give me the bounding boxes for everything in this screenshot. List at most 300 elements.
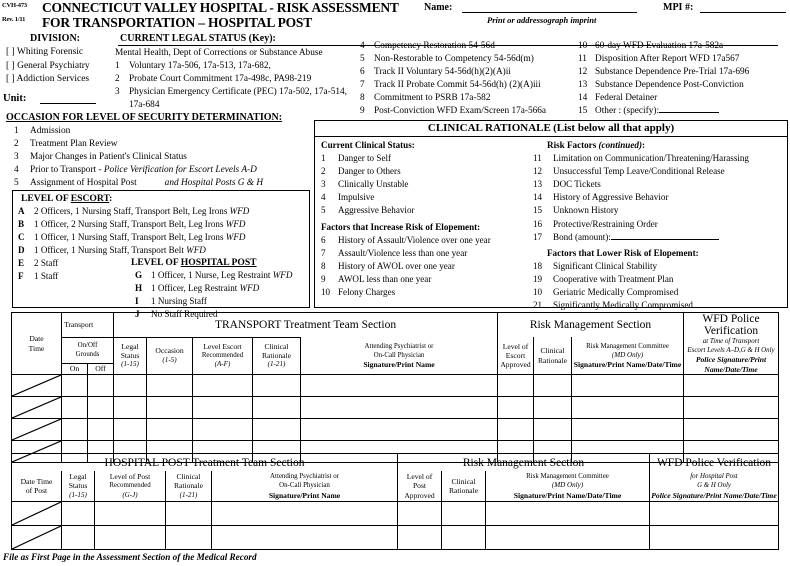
cell-date-time[interactable] (12, 375, 62, 397)
item-text: Admission (30, 126, 71, 136)
legal-status-item (360, 66, 575, 79)
division-checkbox-addiction[interactable]: [ ] Addiction Services (6, 74, 90, 85)
cell-legal-status[interactable] (114, 397, 147, 419)
form-title-line1: CONNECTICUT VALLEY HOSPITAL - RISK ASSESSMENT (42, 0, 399, 15)
item-text: Felony Charges (338, 287, 396, 298)
cell-escort-approved[interactable] (498, 375, 534, 397)
item-number: 6 (321, 234, 326, 245)
label-line: Approved (500, 360, 531, 370)
escort-title (21, 193, 112, 204)
item-text: Disposition After Report WFD 17a567 (595, 54, 740, 64)
label-line: On-Call Physician (373, 351, 425, 359)
item-number: 5 (360, 54, 365, 64)
col-header-rm-committee (486, 471, 650, 502)
cell-attending[interactable] (301, 375, 498, 397)
item-text: 60-day WFD Evaluation 17a-582a (595, 41, 724, 51)
cell-occasion[interactable] (147, 419, 193, 441)
item-number: 21 (533, 300, 543, 311)
cell-off[interactable] (88, 375, 114, 397)
escort-title-word: ESCORT (70, 193, 110, 204)
escort-item (18, 218, 306, 231)
item-number: 14 (533, 192, 543, 203)
label-line: Attending Psychiatrist or (270, 473, 339, 481)
rationale-item (321, 191, 529, 204)
item-number: 10 (533, 287, 543, 298)
item-text: 2 Staff (34, 257, 59, 268)
item-text: History of Aggressive Behavior (553, 192, 669, 203)
item-em: WFD (239, 282, 260, 293)
col-header-occasion (147, 337, 193, 375)
label-line: On-Call Physician (279, 482, 330, 490)
label-line: Risk Management Committee (526, 473, 609, 481)
cell-clinical-rationale[interactable] (253, 375, 301, 397)
hospital-post-item (135, 269, 305, 282)
item-text: Treatment Plan Review (30, 139, 118, 150)
cell-rm-rationale[interactable] (534, 375, 572, 397)
item-number: 2 (321, 166, 326, 177)
item-text: Commitment to PSRB 17a-582 (374, 93, 491, 103)
legal-status-item (360, 92, 575, 105)
item-number: 7 (321, 247, 326, 258)
item-number: 8 (360, 93, 365, 103)
item-note: and Hospital Posts G & H (164, 178, 264, 189)
cell-rm-committee[interactable] (486, 526, 650, 550)
label-line: Level of (406, 472, 433, 482)
label-sub: Recommended (201, 352, 244, 360)
item-number: 14 (578, 93, 588, 103)
cell-police[interactable] (650, 502, 779, 526)
occasion-item (14, 151, 314, 164)
item-letter: F (18, 270, 24, 281)
table-row[interactable] (12, 375, 779, 397)
cell-on[interactable] (62, 397, 88, 419)
clinical-rationale-title-bar (315, 121, 787, 137)
item-text: Substance Dependence Post-Conviction (595, 80, 744, 90)
col-header-attending (212, 471, 398, 502)
item-number: 12 (578, 67, 588, 77)
transport-table-wrap (11, 312, 779, 463)
item-text: Other : (specify): (595, 106, 660, 116)
name-label: Name: (424, 2, 453, 13)
cell-legal-status[interactable] (62, 502, 95, 526)
label-line: (MD Only) (611, 350, 644, 359)
cell-attending[interactable] (301, 397, 498, 419)
cell-police[interactable] (684, 397, 779, 419)
escort-item (18, 244, 306, 257)
cell-level-escort[interactable] (193, 397, 253, 419)
rationale-item (533, 273, 783, 286)
item-text: Unknown History (553, 205, 619, 216)
rationale-item (321, 234, 529, 247)
label-range: (1-21) (179, 490, 198, 499)
name-input[interactable] (462, 12, 637, 13)
item-text: Significantly Medically Compromised (553, 300, 693, 311)
label-line: Rationale (261, 351, 292, 361)
item-text: Bond (amount): (553, 231, 611, 242)
cell-police[interactable] (684, 375, 779, 397)
col-header-date-time-post (12, 471, 62, 502)
col-header-rm-clinical-rationale (442, 471, 486, 502)
cell-date-time[interactable] (12, 397, 62, 419)
item-em: WFD (272, 270, 293, 280)
col-header-attending (301, 337, 498, 375)
rationale-item (533, 260, 783, 273)
col-header-legal-status (62, 471, 95, 502)
cell-rm-rationale[interactable] (442, 502, 486, 526)
item-text: Physician Emergency Certificate (PEC) 17a-502, 17a-514, 17a-684 (129, 87, 347, 110)
bond-amount-input[interactable] (611, 239, 719, 240)
cell-escort-approved[interactable] (498, 397, 534, 419)
clinical-rationale-left-column (321, 139, 529, 299)
item-em: WFD (229, 206, 250, 216)
cell-legal-status[interactable] (62, 526, 95, 550)
mpi-input[interactable] (700, 12, 786, 13)
escort-title-suffix: : (109, 193, 113, 204)
section-heading: Factors that Lower Risk of Elopement: (547, 247, 699, 258)
table-row[interactable] (12, 419, 779, 441)
group-title-police-verification: WFD Police Verification (650, 454, 779, 472)
heading-plain: Risk Factors (547, 140, 599, 150)
cell-occasion[interactable] (147, 375, 193, 397)
cell-rm-committee[interactable] (486, 502, 650, 526)
label-line: Rationale (537, 355, 568, 365)
col-header-police (650, 471, 779, 502)
label-line: Status (68, 481, 88, 491)
label-line: Signature/Print Name/Date/Time (573, 360, 682, 370)
clinical-rationale-right-column (533, 139, 783, 312)
item-number: 4 (14, 165, 19, 176)
col-header-level-post-approved (398, 471, 442, 502)
item-text: Assault/Violence less than one year (338, 247, 468, 258)
rationale-item (321, 178, 529, 191)
cell-rm-committee[interactable] (572, 397, 684, 419)
item-text: 1 Staff (34, 270, 59, 281)
cell-police[interactable] (650, 526, 779, 550)
item-text: History of AWOL over one year (338, 260, 455, 271)
label-line: Police Signature/Print Name/Date/Time (651, 490, 777, 500)
item-text: Prior to Transport - (30, 165, 104, 176)
label-line: Legal (69, 472, 87, 482)
rationale-item (321, 152, 529, 165)
col-header-transport: Transport (62, 313, 114, 338)
occasion-heading: OCCASION FOR LEVEL OF SECURITY DETERMINATION: (6, 112, 283, 123)
item-text: Non-Restorable to Competency 54-56d(m) (374, 54, 534, 64)
label-line: for Hospital Post (690, 473, 738, 481)
cell-rm-rationale[interactable] (534, 419, 572, 441)
label-line: Rationale (173, 481, 204, 491)
cell-post-approved[interactable] (398, 502, 442, 526)
item-number: 9 (360, 106, 365, 116)
rationale-item (533, 218, 783, 231)
col-header-level-escort-approved (498, 337, 534, 375)
col-header-level-escort (193, 337, 253, 375)
item-text: Limitation on Communication/Threatening/Harassing (553, 153, 749, 164)
item-em: WFD (225, 218, 246, 229)
footer-note: File as First Page in the Assessment Section of the Medical Record (3, 552, 257, 562)
label-line: Occasion (155, 346, 184, 356)
label-sub: Recommended (109, 482, 151, 490)
hospital-post-title (131, 257, 257, 268)
hospital-post-item (135, 282, 305, 295)
item-number: 5 (321, 205, 326, 216)
item-number: 13 (578, 80, 588, 90)
cell-rm-committee[interactable] (572, 419, 684, 441)
item-number: 2 (115, 74, 120, 84)
item-number: 12 (533, 166, 543, 177)
legal-status-item (115, 73, 360, 86)
unit-input[interactable] (40, 103, 96, 104)
label-line: Approved (404, 490, 435, 500)
unit-label: Unit: (3, 93, 27, 104)
name-sublabel: Print or addressograph imprint (487, 15, 597, 25)
hospital-post-table (11, 453, 779, 550)
cell-attending[interactable] (212, 526, 398, 550)
legal-status-item (578, 40, 790, 53)
col-header-legal-status (114, 337, 147, 375)
cell-level-post[interactable] (95, 526, 166, 550)
cell-date-time[interactable] (12, 419, 62, 441)
item-letter: E (18, 257, 25, 268)
item-text: Unsuccessful Temp Leave/Conditional Release (553, 166, 725, 177)
rationale-item (321, 204, 529, 217)
post-title-prefix: LEVEL OF (131, 257, 181, 268)
table-row[interactable] (12, 526, 779, 550)
label-line: Level Escort (203, 341, 242, 351)
division-checkbox-general[interactable]: [ ] General Psychiatry (6, 60, 90, 71)
rationale-item (321, 286, 529, 299)
item-text: AWOL less than one year (338, 273, 432, 284)
item-text: DOC Tickets (553, 179, 601, 190)
post-title-word: HOSPITAL POST (180, 257, 257, 268)
item-text: Post-Conviction WFD Exam/Screen 17a-566a (374, 106, 547, 116)
item-text: Federal Detainer (595, 93, 658, 103)
item-number: 18 (533, 260, 543, 271)
legal-status-item (578, 105, 790, 118)
rationale-item (533, 231, 783, 244)
legal-status-item (578, 92, 790, 105)
col-header-clinical-rationale (253, 337, 301, 375)
rationale-item (533, 165, 783, 178)
cell-rm-committee[interactable] (572, 375, 684, 397)
cell-level-escort[interactable] (193, 419, 253, 441)
label-line: Clinical (264, 341, 289, 351)
cell-legal-status[interactable] (114, 375, 147, 397)
item-letter: A (18, 206, 25, 216)
cell-occasion[interactable] (147, 397, 193, 419)
occasion-item (14, 125, 314, 138)
cell-attending[interactable] (212, 502, 398, 526)
item-number: 4 (321, 192, 326, 203)
cell-legal-status[interactable] (114, 419, 147, 441)
item-text: Voluntary 17a-506, 17a-513, 17a-682, (129, 61, 271, 71)
item-text: Protective/Restraining Order (553, 218, 658, 229)
item-number: 3 (115, 87, 120, 97)
item-text: Significant Clinical Stability (553, 260, 658, 271)
legal-status-item (115, 86, 360, 112)
col-header-clinical-rationale (166, 471, 212, 502)
col-header-on-off (62, 337, 114, 364)
cell-escort-approved[interactable] (498, 419, 534, 441)
item-letter: B (18, 218, 25, 229)
item-text: Danger to Others (338, 166, 401, 177)
label-line: at Time of Transport (702, 338, 760, 345)
label-line: Attending Psychiatrist or (364, 342, 434, 350)
form-revision: Rev. 1/11 (2, 16, 26, 23)
level-of-escort-box (12, 190, 310, 319)
legal-status-item (360, 105, 575, 118)
form-header (0, 0, 790, 32)
item-number: 2 (14, 139, 19, 150)
item-em: WFD (186, 244, 206, 255)
col-header-level-post-recommended (95, 471, 166, 502)
item-text: Clinically Unstable (338, 179, 409, 190)
item-number: 4 (360, 41, 365, 51)
label-line: Signature/Print Name/Date/Time (513, 490, 622, 500)
legal-status-column-1 (115, 47, 360, 112)
cell-rm-rationale[interactable] (534, 397, 572, 419)
rationale-item (533, 204, 783, 217)
label-line: (MD Only) (551, 481, 584, 490)
item-text: 1 Officer, 2 Nursing Staff, Transport Belt, Leg Irons (34, 218, 226, 229)
item-number: 8 (321, 260, 326, 271)
item-number: 10 (578, 41, 588, 51)
group-title-hospital-post-treatment-team: HOSPITAL POST Treatment Team Section (12, 454, 398, 472)
cell-level-escort[interactable] (193, 375, 253, 397)
col-header-on: On (62, 364, 88, 375)
item-text: Cooperative with Treatment Plan (553, 273, 674, 284)
cell-date-time-post[interactable] (12, 502, 62, 526)
item-text: Assignment of Hospital Post (30, 178, 137, 189)
legal-status-column-3 (578, 40, 790, 118)
item-text: Competency Restoration 54-56d (374, 41, 495, 51)
occasion-item (14, 164, 314, 177)
label-range: (1-21) (267, 360, 286, 369)
cell-police[interactable] (684, 419, 779, 441)
group-title-police-verification: WFD Police Verification (684, 313, 779, 338)
form-number: CVH-473 (2, 2, 27, 9)
label-line: Clinical (451, 476, 476, 486)
other-specify-input[interactable] (659, 112, 719, 113)
legal-status-column-2 (360, 40, 575, 118)
table-row[interactable] (12, 502, 779, 526)
label-line: Level of Post (109, 472, 151, 482)
item-letter: D (18, 244, 25, 255)
item-letter: I (135, 295, 139, 306)
label-line: G & H Only (697, 482, 731, 490)
cell-level-post[interactable] (95, 502, 166, 526)
cell-off[interactable] (88, 419, 114, 441)
label-line: Police Signature/Print Name/Date/Time (695, 355, 767, 374)
cell-post-approved[interactable] (398, 526, 442, 550)
item-letter: C (18, 231, 25, 242)
label-line: Grounds (75, 351, 100, 359)
rationale-item (533, 286, 783, 299)
item-letter: J (135, 308, 140, 319)
group-title-risk-management: Risk Management Section (398, 454, 650, 472)
label-line: Risk Management Committee (586, 342, 669, 350)
label-line: Level of (502, 341, 529, 351)
clinical-rationale-box (314, 120, 788, 311)
cell-rm-rationale[interactable] (442, 526, 486, 550)
col-header-date-time (12, 313, 62, 375)
rationale-item (533, 299, 783, 312)
cell-clinical-rationale[interactable] (253, 397, 301, 419)
item-number: 3 (321, 179, 326, 190)
rationale-item (321, 165, 529, 178)
item-note: Police Verification for Escort Levels A-D (103, 165, 257, 176)
item-number: 3 (14, 152, 19, 163)
label-range: (A-F) (214, 360, 231, 369)
legal-status-subheading: Mental Health, Dept of Corrections or Substance Abuse (115, 48, 323, 58)
cell-on[interactable] (62, 419, 88, 441)
group-title-risk-management: Risk Management Section (498, 313, 684, 338)
item-number: 1 (115, 61, 120, 71)
item-letter: G (135, 270, 143, 280)
item-number: 5 (14, 178, 19, 189)
item-number: 10 (321, 287, 331, 298)
division-options (6, 46, 118, 87)
cell-clinical-rationale[interactable] (253, 419, 301, 441)
cell-clinical-rationale[interactable] (166, 502, 212, 526)
cell-off[interactable] (88, 397, 114, 419)
cell-date-time-post[interactable] (12, 526, 62, 550)
label-range: (1-5) (162, 355, 177, 364)
section-heading: Current Clinical Status: (321, 140, 415, 150)
section-heading (533, 139, 783, 152)
label-line: Date (29, 334, 44, 344)
label-line: Clinical (176, 472, 201, 482)
item-text: 1 Officer, Leg Restraint (151, 282, 240, 293)
section-heading: Factors that Increase Risk of Elopement: (321, 221, 481, 232)
table-row[interactable] (12, 397, 779, 419)
division-checkbox-whiting[interactable]: [ ] Whiting Forensic (6, 47, 84, 57)
cell-clinical-rationale[interactable] (166, 526, 212, 550)
item-text: 1 Nursing Staff (151, 295, 207, 306)
item-number: 1 (14, 126, 19, 136)
item-number: 16 (533, 218, 543, 229)
mpi-label: MPI #: (663, 2, 694, 13)
item-number: 7 (360, 80, 365, 90)
col-header-off: Off (88, 364, 114, 375)
legal-status-item (360, 79, 575, 92)
rationale-item (321, 247, 529, 260)
label-range: (1-15) (69, 490, 87, 499)
label-line: Post (412, 481, 427, 491)
heading-italic: (continued) (598, 140, 642, 150)
col-header-police (684, 337, 779, 375)
clinical-rationale-title: CLINICAL RATIONALE (427, 122, 551, 134)
item-number: 6 (360, 67, 365, 77)
col-header-rm-clinical-rationale (534, 337, 572, 375)
item-letter: H (135, 282, 143, 293)
legal-status-item (360, 40, 575, 53)
clinical-rationale-title-note: (List below all that apply) (553, 122, 675, 134)
item-number: 11 (533, 153, 542, 164)
item-text: 2 Officers, 1 Nursing Staff, Transport Belt, Leg Irons (34, 206, 230, 216)
cell-on[interactable] (62, 375, 88, 397)
hospital-post-item (135, 295, 305, 308)
label-line: Signature/Print Name (268, 490, 341, 500)
cell-attending[interactable] (301, 419, 498, 441)
item-text: Substance Dependence Pre-Trial 17a-696 (595, 67, 750, 77)
legal-status-item (578, 79, 790, 92)
legal-status-item (115, 60, 360, 73)
escort-item (18, 231, 306, 244)
escort-item (18, 205, 306, 218)
rationale-item (321, 260, 529, 273)
item-number: 17 (533, 231, 543, 242)
item-number: 15 (578, 106, 588, 116)
